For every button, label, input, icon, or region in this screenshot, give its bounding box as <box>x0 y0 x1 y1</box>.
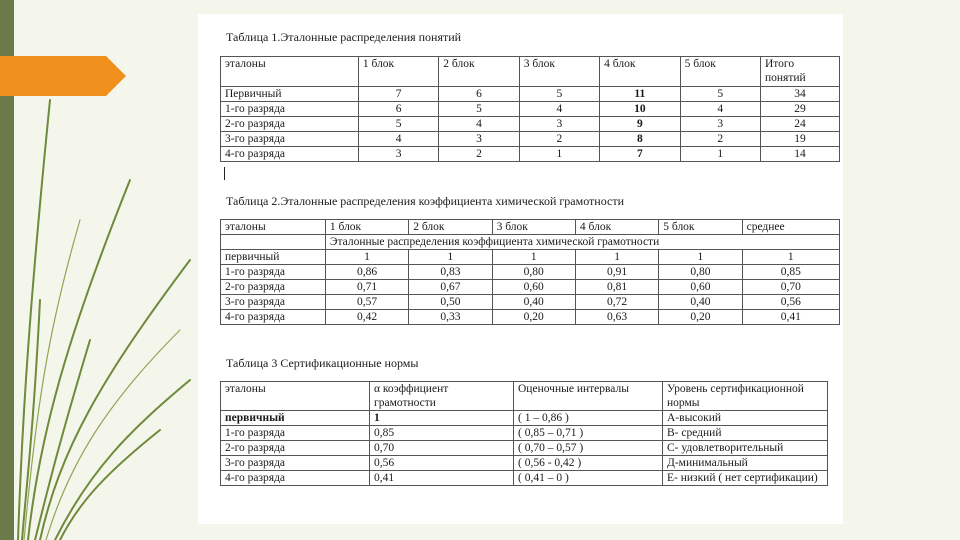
text-cursor <box>224 167 225 180</box>
table-cell: Е- низкий ( нет сертификации) <box>663 471 828 486</box>
table-header-cell: 5 блок <box>680 57 760 87</box>
table-cell: 34 <box>761 87 840 102</box>
table-cell: 0,50 <box>409 295 492 310</box>
table-cell: 4 <box>680 102 760 117</box>
table-cell: ( 0,56 - 0,42 ) <box>514 456 663 471</box>
table-cell: С- удовлетворительный <box>663 441 828 456</box>
table-cell: 2-го разряда <box>221 117 359 132</box>
table-header-cell: эталоны <box>221 57 359 87</box>
table-cell: В- средний <box>663 426 828 441</box>
table-header-cell: Уровень сертификационной нормы <box>663 382 828 411</box>
table-cell: 1 <box>575 250 658 265</box>
table-cell: 0,60 <box>659 280 742 295</box>
table-cell: 1-го разряда <box>221 265 326 280</box>
table-header-cell: 1 блок <box>358 57 438 87</box>
table-cell <box>221 235 326 250</box>
table-cell: 2-го разряда <box>221 280 326 295</box>
table-cell: 1 <box>492 250 575 265</box>
table-cell: 8 <box>600 132 680 147</box>
table-cell: 10 <box>600 102 680 117</box>
table-cell: 1 <box>325 250 408 265</box>
table-cell: 3 <box>519 117 599 132</box>
table-cell: 5 <box>519 87 599 102</box>
table-cell: 0,41 <box>370 471 514 486</box>
table-cell: 0,42 <box>325 310 408 325</box>
table-cell: 0,40 <box>492 295 575 310</box>
table-header-cell: 2 блок <box>439 57 519 87</box>
table-cell: 0,70 <box>370 441 514 456</box>
table1-caption: Таблица 1.Эталонные распределения понятий <box>226 30 462 44</box>
table-cell: 4 <box>358 132 438 147</box>
table-cell: 0,85 <box>370 426 514 441</box>
table-cell: 3-го разряда <box>221 132 359 147</box>
table-header-cell: 1 блок <box>325 220 408 235</box>
table-cell: 1 <box>370 411 514 426</box>
table-cell: 0,80 <box>492 265 575 280</box>
table-cell: ( 1 – 0,86 ) <box>514 411 663 426</box>
table-cell: 4 <box>519 102 599 117</box>
table-cell: 3 <box>358 147 438 162</box>
table-header-cell: Оценочные интервалы <box>514 382 663 411</box>
table-cell: 5 <box>358 117 438 132</box>
table-cell: 0,72 <box>575 295 658 310</box>
orange-arrow-tab-icon <box>0 56 126 96</box>
table-cell: 14 <box>761 147 840 162</box>
table-cell: 24 <box>761 117 840 132</box>
table-cell: 3 <box>680 117 760 132</box>
table-header-cell: 5 блок <box>659 220 742 235</box>
table-cell: 5 <box>439 102 519 117</box>
table-cell: 19 <box>761 132 840 147</box>
table-cell: 3 <box>439 132 519 147</box>
table-cell: А-высокий <box>663 411 828 426</box>
table-cell: 0,80 <box>659 265 742 280</box>
table-cell: 0,41 <box>742 310 839 325</box>
table-cell: 0,20 <box>659 310 742 325</box>
table-cell: 1-го разряда <box>221 426 370 441</box>
table-cell: 6 <box>358 102 438 117</box>
table-cell: 1-го разряда <box>221 102 359 117</box>
table-cell: 9 <box>600 117 680 132</box>
table-cell: 1 <box>519 147 599 162</box>
table-cell: ( 0,70 – 0,57 ) <box>514 441 663 456</box>
table-cell: 0,67 <box>409 280 492 295</box>
table-cell: 7 <box>358 87 438 102</box>
table-subheader: Эталонные распределения коэффициента химической грамотности <box>325 235 839 250</box>
table-cell: 3-го разряда <box>221 456 370 471</box>
table-header-cell: 4 блок <box>575 220 658 235</box>
table-cell: 0,60 <box>492 280 575 295</box>
table-header-cell: 3 блок <box>519 57 599 87</box>
table-cell: 7 <box>600 147 680 162</box>
table-cell: 4-го разряда <box>221 310 326 325</box>
table-cell: 2-го разряда <box>221 441 370 456</box>
table-cell: 0,33 <box>409 310 492 325</box>
table-cell: 0,91 <box>575 265 658 280</box>
table-cell: 1 <box>680 147 760 162</box>
table3 <box>220 381 828 486</box>
table-cell: первичный <box>221 250 326 265</box>
table-cell: 0,81 <box>575 280 658 295</box>
table-cell: Первичный <box>221 87 359 102</box>
table-cell: 0,63 <box>575 310 658 325</box>
table-cell: первичный <box>221 411 370 426</box>
table-cell: 1 <box>659 250 742 265</box>
table-header-cell: α коэффициент грамотности <box>370 382 514 411</box>
table-cell: 0,56 <box>742 295 839 310</box>
table-cell: 4-го разряда <box>221 471 370 486</box>
table-cell: ( 0,41 – 0 ) <box>514 471 663 486</box>
table-cell: 6 <box>439 87 519 102</box>
table-cell: 2 <box>519 132 599 147</box>
table-cell: 4-го разряда <box>221 147 359 162</box>
table-header-cell: 2 блок <box>409 220 492 235</box>
scanned-document <box>198 14 843 524</box>
table2 <box>220 219 840 325</box>
table-cell: 0,57 <box>325 295 408 310</box>
table-cell: 0,85 <box>742 265 839 280</box>
table-header-cell: эталоны <box>221 382 370 411</box>
table-cell: 0,83 <box>409 265 492 280</box>
table-cell: 3-го разряда <box>221 295 326 310</box>
table-cell: 0,70 <box>742 280 839 295</box>
table-cell: 4 <box>439 117 519 132</box>
table-header-cell: эталоны <box>221 220 326 235</box>
table-cell: 29 <box>761 102 840 117</box>
table-cell: 0,86 <box>325 265 408 280</box>
table-cell: 1 <box>409 250 492 265</box>
table-cell: 0,71 <box>325 280 408 295</box>
table-cell: 1 <box>742 250 839 265</box>
table-cell: ( 0,85 – 0,71 ) <box>514 426 663 441</box>
table-cell: 0,56 <box>370 456 514 471</box>
table-cell: 11 <box>600 87 680 102</box>
table-header-cell: Итого понятий <box>761 57 840 87</box>
table-cell: 0,20 <box>492 310 575 325</box>
table-cell: 0,40 <box>659 295 742 310</box>
table1 <box>220 56 840 162</box>
table-header-cell: среднее <box>742 220 839 235</box>
table-cell: 5 <box>680 87 760 102</box>
table-cell: 2 <box>680 132 760 147</box>
table-header-cell: 4 блок <box>600 57 680 87</box>
table2-caption: Таблица 2.Эталонные распределения коэффициента химической грамотности <box>226 194 625 208</box>
table-cell: 2 <box>439 147 519 162</box>
table-header-cell: 3 блок <box>492 220 575 235</box>
table-cell: Д-минимальный <box>663 456 828 471</box>
table3-caption: Таблица 3 Сертификационные нормы <box>226 356 419 370</box>
